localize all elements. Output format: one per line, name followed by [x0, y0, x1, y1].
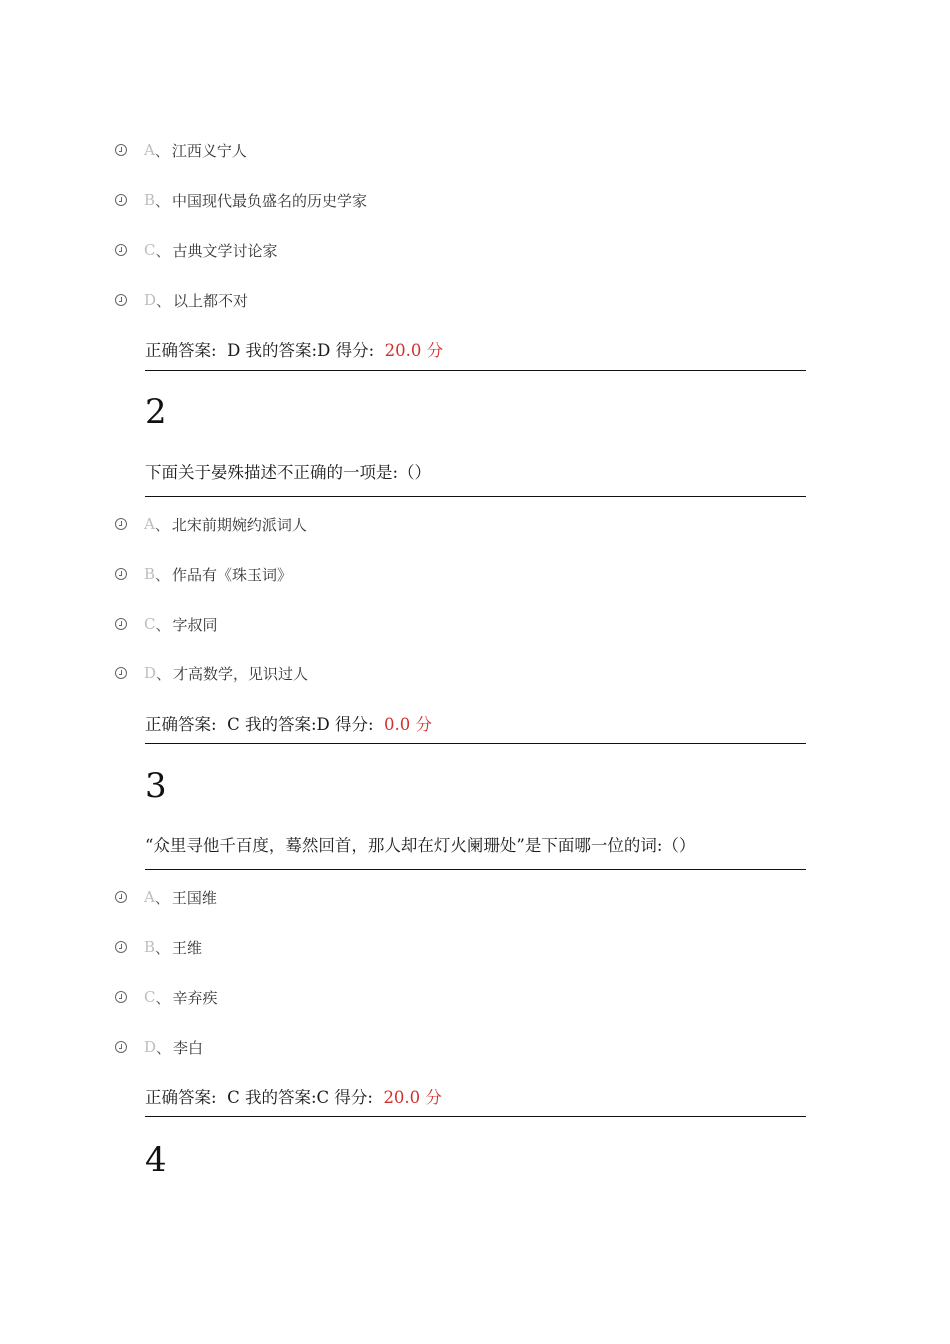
- option-text: 古典文学讨论家: [172, 241, 278, 260]
- radio-clock-icon[interactable]: [115, 294, 127, 306]
- option-separator: 、: [156, 291, 172, 310]
- option-separator: 、: [156, 1038, 172, 1057]
- radio-clock-icon[interactable]: [115, 991, 127, 1003]
- answer-option-d[interactable]: [115, 289, 248, 311]
- answer-option-d[interactable]: [115, 662, 308, 684]
- option-letter: B: [144, 565, 156, 583]
- option-text: 北宋前期婉约派词人: [171, 515, 307, 534]
- option-separator: 、: [154, 888, 170, 907]
- option-separator: 、: [155, 615, 171, 634]
- option-separator: 、: [155, 565, 171, 584]
- option-letter: D: [144, 291, 157, 309]
- answer-option-c[interactable]: [115, 239, 278, 261]
- question-divider: [145, 496, 806, 497]
- radio-clock-icon[interactable]: [115, 1041, 127, 1053]
- radio-clock-icon[interactable]: [115, 618, 127, 630]
- answer-option-c[interactable]: [115, 613, 218, 635]
- option-separator: 、: [155, 241, 171, 260]
- correct-answer-label: 正确答案:: [145, 341, 217, 360]
- radio-clock-icon[interactable]: [115, 518, 127, 530]
- answer-option-b[interactable]: [115, 936, 202, 958]
- option-letter: B: [144, 191, 156, 209]
- option-text: 作品有《珠玉词》: [172, 565, 293, 584]
- answer-option-a[interactable]: [115, 886, 217, 908]
- my-answer-label: 我的答案:: [244, 715, 317, 734]
- question-text: 下面关于晏殊描述不正确的一项是:（）: [145, 463, 432, 482]
- score-label: 得分:: [334, 1088, 373, 1107]
- correct-answer-label: 正确答案:: [145, 1088, 217, 1107]
- result-divider: [145, 743, 806, 744]
- answer-result: [145, 337, 443, 361]
- radio-clock-icon[interactable]: [115, 194, 127, 206]
- option-letter: D: [144, 1038, 157, 1056]
- option-text: 辛弃疾: [172, 988, 218, 1007]
- option-letter: C: [144, 241, 156, 259]
- answer-option-d[interactable]: [115, 1036, 203, 1058]
- option-separator: 、: [154, 515, 170, 534]
- answer-result: [145, 711, 432, 735]
- option-text: 字叔同: [172, 615, 218, 634]
- question-text: “众里寻他千百度，蓦然回首，那人却在灯火阑珊处”是下面哪一位的词:（）: [145, 836, 696, 855]
- answer-option-a[interactable]: [115, 139, 247, 161]
- correct-answer-value: D: [227, 341, 241, 360]
- option-separator: 、: [155, 938, 171, 957]
- my-answer-value: C: [316, 1088, 330, 1107]
- my-answer-label: 我的答案:: [245, 341, 318, 360]
- option-letter: B: [144, 938, 156, 956]
- option-text: 王维: [172, 938, 203, 957]
- score-value: 0.0 分: [384, 715, 433, 734]
- option-letter: C: [144, 615, 156, 633]
- correct-answer-value: C: [227, 1088, 240, 1107]
- radio-clock-icon[interactable]: [115, 941, 127, 953]
- option-separator: 、: [154, 141, 170, 160]
- option-text: 才高数学，见识过人: [173, 664, 309, 683]
- radio-clock-icon[interactable]: [115, 667, 127, 679]
- radio-clock-icon[interactable]: [115, 891, 127, 903]
- option-letter: A: [144, 515, 155, 533]
- option-letter: A: [144, 141, 155, 159]
- radio-clock-icon[interactable]: [115, 144, 127, 156]
- option-text: 江西义宁人: [171, 141, 247, 160]
- score-label: 得分:: [334, 715, 374, 734]
- answer-option-c[interactable]: [115, 986, 218, 1008]
- answer-option-b[interactable]: [115, 563, 292, 585]
- option-letter: A: [144, 888, 155, 906]
- question-number: 4: [145, 1140, 167, 1180]
- my-answer-value: D: [316, 715, 330, 734]
- answer-option-b[interactable]: [115, 189, 367, 211]
- option-text: 李白: [173, 1038, 204, 1057]
- correct-answer-label: 正确答案:: [145, 715, 217, 734]
- result-divider: [145, 370, 806, 371]
- question-number: 3: [145, 766, 167, 806]
- option-text: 中国现代最负盛名的历史学家: [172, 191, 368, 210]
- question-number: 2: [145, 392, 167, 432]
- score-label: 得分:: [335, 341, 375, 360]
- correct-answer-value: C: [227, 715, 240, 734]
- result-divider: [145, 1116, 806, 1117]
- option-separator: 、: [156, 664, 172, 683]
- option-letter: D: [144, 664, 157, 682]
- my-answer-label: 我的答案:: [244, 1088, 317, 1107]
- answer-option-a[interactable]: [115, 513, 307, 535]
- option-letter: C: [144, 988, 156, 1006]
- score-value: 20.0 分: [383, 1088, 442, 1107]
- my-answer-value: D: [317, 341, 331, 360]
- question-divider: [145, 869, 806, 870]
- score-value: 20.0 分: [384, 341, 444, 360]
- option-text: 王国维: [171, 888, 217, 907]
- radio-clock-icon[interactable]: [115, 568, 127, 580]
- answer-result: [145, 1084, 442, 1108]
- radio-clock-icon[interactable]: [115, 244, 127, 256]
- option-separator: 、: [155, 988, 171, 1007]
- option-text: 以上都不对: [173, 291, 249, 310]
- option-separator: 、: [155, 191, 171, 210]
